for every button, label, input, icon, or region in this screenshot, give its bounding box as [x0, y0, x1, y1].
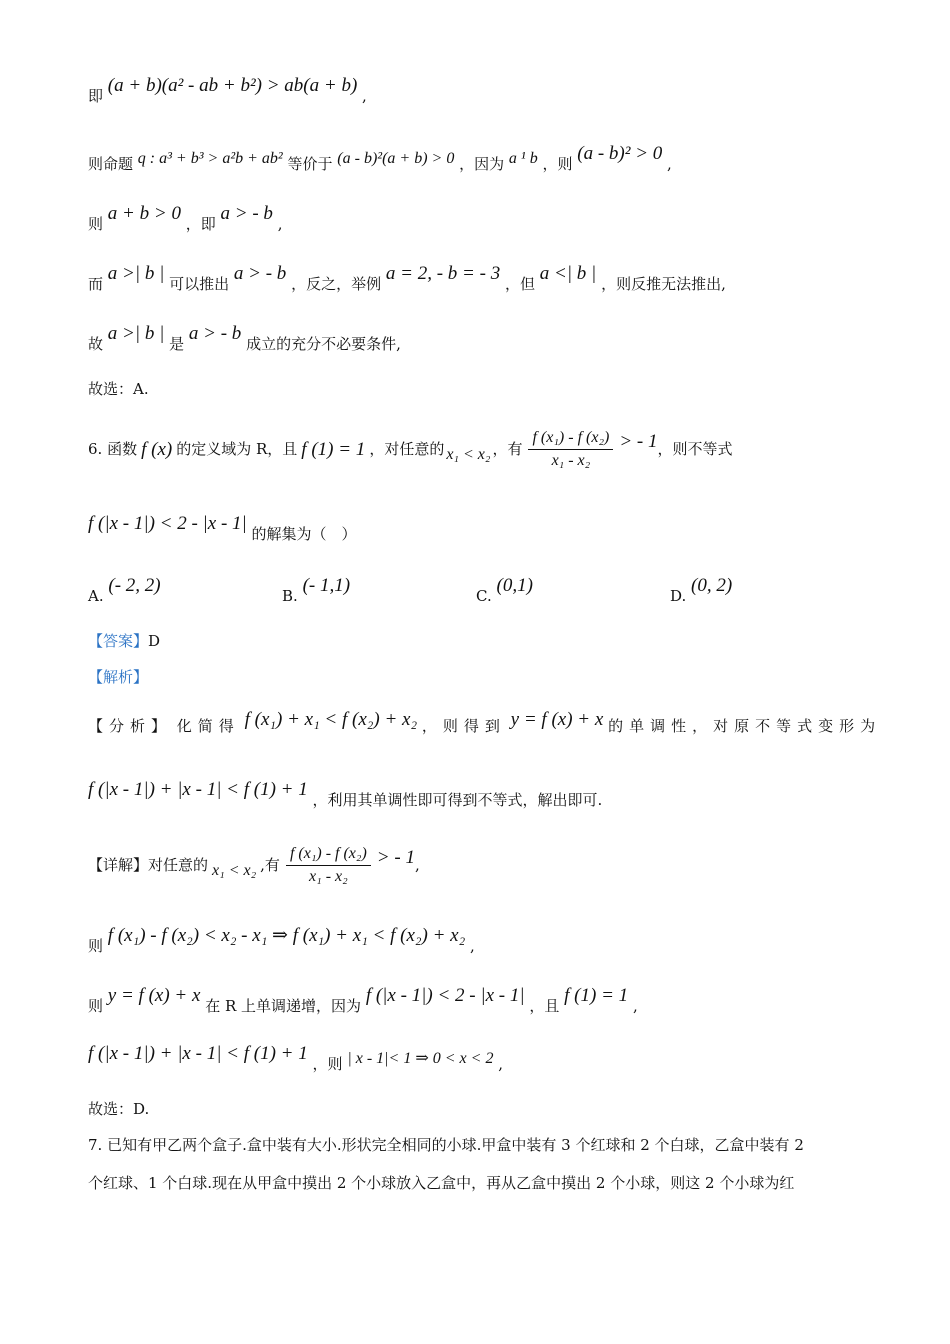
text: 则 — [88, 937, 104, 955]
analysis-tag: 【解析】 — [88, 668, 149, 686]
analysis-line-2 — [88, 779, 603, 809]
fraction — [286, 846, 371, 885]
answer-value: D — [148, 632, 161, 650]
text: 等价于 — [287, 155, 333, 173]
option-label: A. — [88, 587, 104, 605]
text: ，则得到 — [421, 717, 506, 735]
analysis-line-1 — [88, 709, 882, 735]
text: 可以推出 — [169, 275, 230, 293]
detail-tag: 【详解】 — [88, 855, 149, 874]
solution-line-2 — [88, 143, 672, 173]
text: ，对任意的 — [369, 439, 445, 458]
fraction-denominator: x₁ - x₂ — [551, 451, 591, 469]
detail-line-4 — [88, 1043, 504, 1073]
math-expression: a >| b | — [107, 323, 165, 344]
option-value: (- 2, 2) — [108, 575, 161, 596]
math-expression: f (|x - 1|) < 2 - |x - 1| — [365, 985, 525, 1006]
math-expression: x₁ < x₂ — [446, 446, 491, 463]
text: , — [498, 1055, 504, 1073]
option-b[interactable] — [282, 575, 351, 605]
text: ，且 — [529, 997, 560, 1015]
math-expression: y = f (x) + x — [107, 985, 201, 1006]
solution-line-1 — [88, 75, 367, 105]
text: 则 — [88, 215, 104, 233]
text: , — [469, 937, 475, 955]
text: ,有 — [260, 855, 280, 874]
answer-tag: 【答案】 — [88, 632, 149, 650]
text: ，则反推无法推出, — [601, 275, 726, 293]
text: ，因为 — [459, 155, 505, 173]
text: , — [414, 855, 420, 874]
text: , — [632, 997, 638, 1015]
option-c[interactable] — [476, 575, 533, 605]
option-d[interactable] — [670, 575, 733, 605]
math-expression: f (1) = 1 — [301, 438, 366, 460]
math-expression: a > - b — [188, 323, 242, 344]
math-expression: q : a³ + b³ > a²b + ab² — [137, 150, 283, 167]
fraction — [528, 430, 613, 469]
math-expression: y = f (x) + x — [510, 709, 604, 730]
math-expression: a >| b | — [107, 263, 165, 284]
text: 而 — [88, 275, 104, 293]
text: , — [362, 87, 367, 105]
text: ，有 — [492, 439, 523, 458]
question-7-line-2 — [88, 1176, 794, 1191]
detail-line-1 — [88, 840, 420, 890]
math-expression: a <| b | — [539, 263, 597, 284]
text: 成立的充分不必要条件, — [246, 335, 401, 353]
text: 是 — [169, 335, 185, 353]
text: 的定义域为 R，且 — [176, 439, 298, 458]
math-expression: (a - b)²(a + b) > 0 — [337, 150, 455, 167]
text: 的单调性，对原不等式变形为 — [608, 717, 882, 735]
math-expression: (a + b)(a² - ab + b²) > ab(a + b) — [107, 75, 358, 96]
math-expression: f (1) = 1 — [564, 985, 629, 1006]
text: ，则 — [312, 1055, 343, 1073]
option-value: (- 1,1) — [302, 575, 351, 596]
text: 则 — [88, 997, 104, 1015]
option-label: C. — [476, 587, 492, 605]
option-label: B. — [282, 587, 298, 605]
text: 个红球、1 个白球.现在从甲盒中摸出 2 个小球放入乙盒中，再从乙盒中摸出 2 个小球，则这 2 个小球为红 — [88, 1174, 795, 1192]
question-7-line-1 — [88, 1138, 804, 1153]
text: 化简得 — [176, 717, 240, 735]
option-value: (0,1) — [496, 575, 533, 596]
text: 故选：A. — [88, 380, 149, 398]
text: ，利用其单调性即可得到不等式，解出即可. — [312, 791, 603, 809]
text: 7. 已知有甲乙两个盒子.盒中装有大小.形状完全相同的小球.甲盒中装有 3 个红球和 2 个白球，乙盒中装有 2 — [88, 1136, 804, 1154]
text: , — [277, 215, 283, 233]
question-6-stem — [88, 424, 733, 474]
text: ，反之，举例 — [291, 275, 382, 293]
math-expression: x₁ < x₂ — [212, 862, 257, 879]
math-expression: > - 1 — [376, 846, 415, 868]
math-expression: a > - b — [233, 263, 287, 284]
option-a[interactable] — [88, 575, 161, 605]
text: ，即 — [185, 215, 216, 233]
math-expression: a = 2, - b = - 3 — [385, 263, 501, 284]
solution-line-5 — [88, 323, 401, 353]
text: 故选：D. — [88, 1100, 150, 1118]
text: 在 R 上单调递增，因为 — [205, 997, 362, 1015]
math-expression: f (x₁) - f (x₂) < x₂ - x₁ ⇒ f (x₁) + x₁ < f (x₂) + x₂ — [107, 925, 466, 946]
option-value: (0, 2) — [691, 575, 733, 596]
analysis-heading — [88, 670, 148, 685]
detail-line-2 — [88, 925, 475, 955]
math-expression: a + b > 0 — [107, 203, 181, 224]
solution-line-6 — [88, 382, 149, 397]
text: , — [667, 155, 672, 173]
text: ，则 — [542, 155, 573, 173]
math-expression: f (|x - 1|) + |x - 1| < f (1) + 1 — [88, 1043, 308, 1064]
fraction-denominator: x₁ - x₂ — [309, 867, 348, 885]
text: 对任意的 — [148, 855, 209, 874]
math-expression: | x - 1|< 1 ⇒ 0 < x < 2 — [347, 1050, 494, 1067]
detail-line-3 — [88, 985, 638, 1015]
text: ，但 — [504, 275, 535, 293]
solution-line-3 — [88, 203, 283, 233]
fraction-numerator: f (x₁) - f (x₂) — [528, 430, 613, 450]
analysis-subtag: 【分析】 — [88, 717, 173, 735]
math-expression: a > - b — [220, 203, 273, 224]
math-expression: f (x) — [141, 438, 173, 460]
text: 即 — [88, 87, 104, 105]
fraction-numerator: f (x₁) - f (x₂) — [286, 846, 371, 866]
math-expression: f (x₁) + x₁ < f (x₂) + x₂ — [244, 709, 418, 730]
math-expression: a ¹ b — [508, 150, 538, 167]
text: 的解集为（ ） — [251, 525, 357, 543]
answer-line — [88, 634, 160, 649]
detail-conclusion — [88, 1102, 149, 1117]
text: 则命题 — [88, 155, 134, 173]
option-label: D. — [670, 587, 687, 605]
question-6-inequality — [88, 513, 357, 543]
text: ，则不等式 — [657, 439, 733, 458]
math-expression: f (|x - 1|) + |x - 1| < f (1) + 1 — [88, 779, 308, 800]
text: 6. 函数 — [88, 439, 138, 458]
math-expression: > - 1 — [619, 430, 658, 452]
text: 故 — [88, 335, 104, 353]
math-expression: f (|x - 1|) < 2 - |x - 1| — [88, 513, 247, 534]
math-expression: (a - b)² > 0 — [577, 143, 663, 164]
solution-line-4 — [88, 263, 726, 293]
